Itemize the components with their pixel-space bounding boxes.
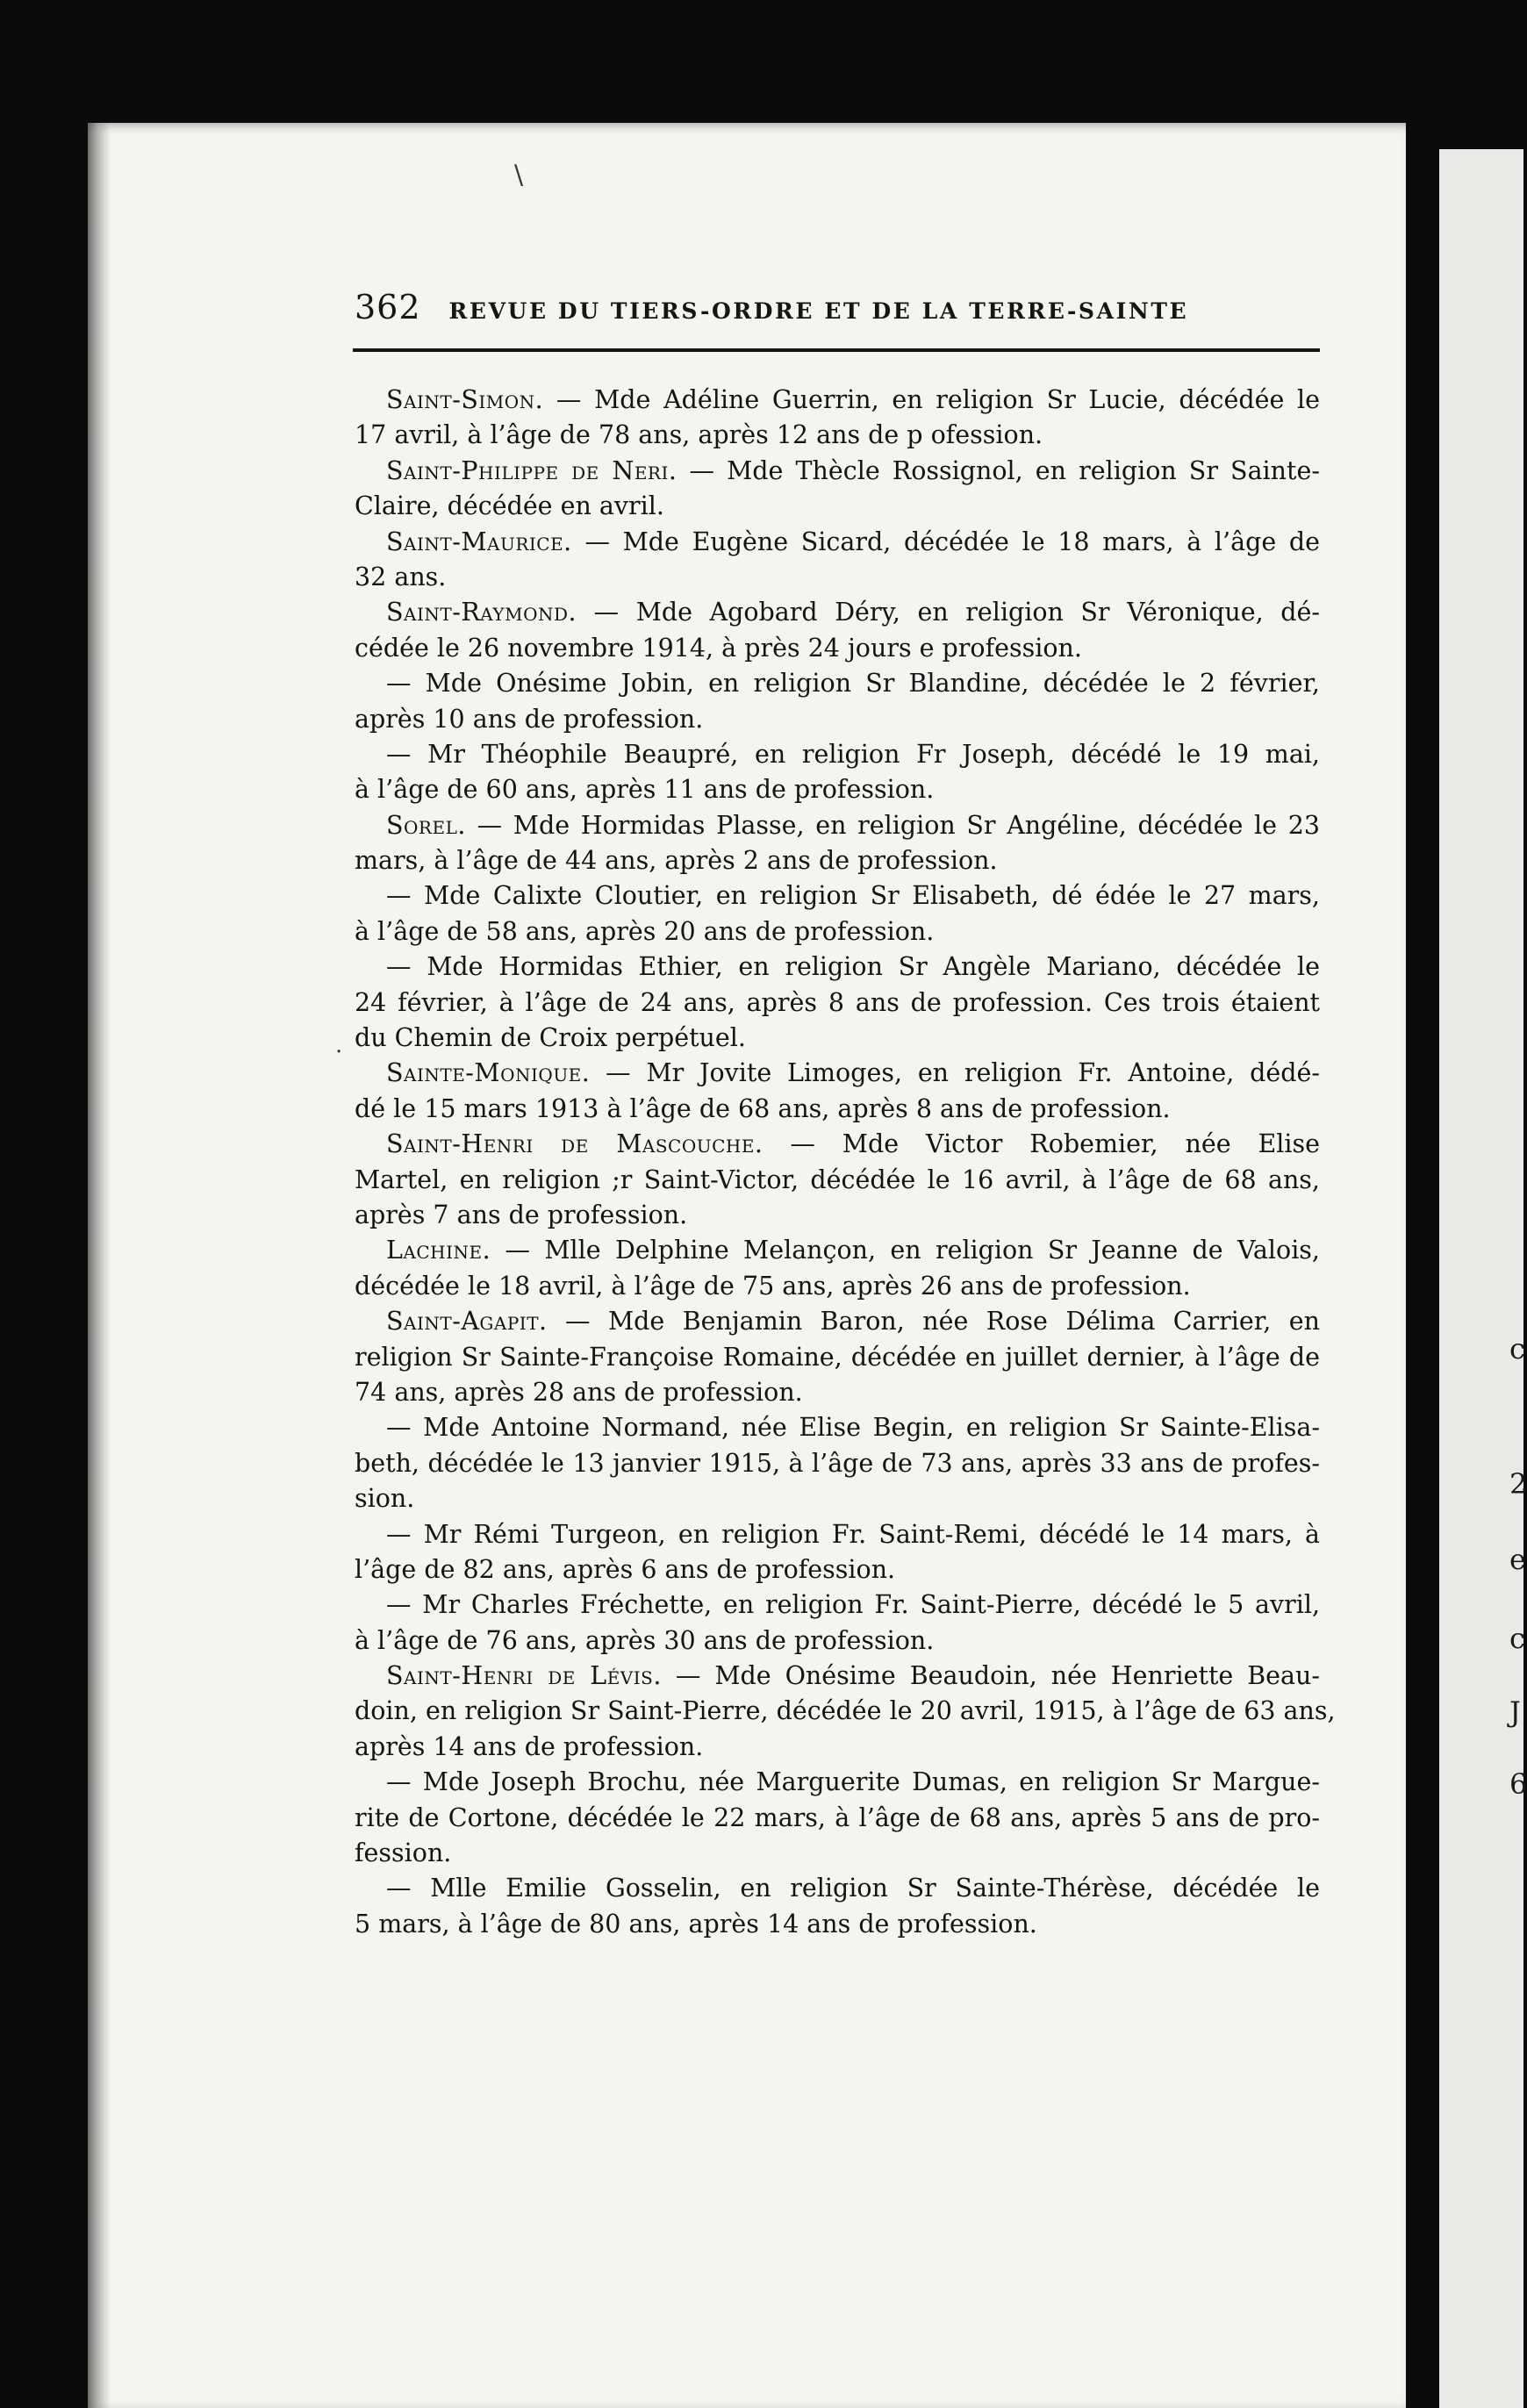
obituary-text: cédée le 26 novembre 1914, à près 24 jours e profession. — [355, 633, 1082, 663]
obituary-text: 24 février, à l’âge de 24 ans, après 8 ans de profession. Ces trois étaient — [355, 987, 1320, 1017]
text-line — [355, 1517, 1320, 1552]
text-line — [355, 1233, 1320, 1268]
obituary-entry — [355, 878, 1320, 950]
parish-name: Sorel. — [386, 810, 466, 840]
text-line — [355, 914, 1320, 950]
facing-page-letter: c — [1509, 1332, 1525, 1365]
text-line — [355, 595, 1320, 630]
obituary-text: après 7 ans de profession. — [355, 1200, 688, 1229]
facing-page-letter: e — [1509, 1543, 1526, 1576]
text-line — [355, 772, 1320, 807]
obituary-entry — [355, 1871, 1320, 1942]
text-line — [355, 1375, 1320, 1410]
text-line — [355, 1127, 1320, 1162]
facing-page-letter: 6 — [1509, 1767, 1527, 1801]
text-line — [355, 525, 1320, 560]
page-header — [355, 288, 1232, 332]
header-rule — [353, 348, 1320, 352]
obituary-text: — Mde Onésime Beaudoin, née Henriette Beau- — [661, 1661, 1320, 1691]
text-line — [355, 1092, 1320, 1127]
obituary-text: — Mde Onésime Jobin, en religion Sr Blandine, décédée le 2 février, — [386, 669, 1320, 699]
obituary-text: sion. — [355, 1484, 415, 1514]
obituary-text: — Mde Hormidas Ethier, en religion Sr Angèle Mariano, décédée le — [386, 952, 1320, 982]
obituary-entry — [355, 454, 1320, 525]
text-line — [355, 1907, 1320, 1942]
text-line — [355, 808, 1320, 843]
obituary-text: — Mde Calixte Cloutier, en religion Sr Elisabeth, dé édée le 27 mars, — [386, 881, 1320, 911]
obituary-text: 74 ans, après 28 ans de profession. — [355, 1377, 803, 1407]
parish-name: Saint-Simon. — [386, 385, 544, 414]
obituary-text: — Mlle Delphine Melançon, en religion Sr Jeanne de Valois, — [491, 1236, 1320, 1265]
obituary-text: — Mde Agobard Déry, en religion Sr Véronique, dé- — [577, 598, 1320, 627]
obituary-entry — [355, 737, 1320, 808]
text-line — [355, 1269, 1320, 1304]
page-gutter-shadow — [88, 123, 111, 2408]
obituary-text: Martel, en religion ;r Saint-Victor, décédée le 16 avril, à l’âge de 68 ans, — [355, 1165, 1320, 1194]
obituary-text: 5 mars, à l’âge de 80 ans, après 14 ans de profession. — [355, 1909, 1037, 1939]
obituary-text: décédée le 18 avril, à l’âge de 75 ans, après 26 ans de profession. — [355, 1271, 1191, 1301]
text-line — [355, 560, 1320, 595]
obituary-text: dé le 15 mars 1913 à l’âge de 68 ans, après 8 ans de profession. — [355, 1093, 1171, 1123]
obituary-text: — Mlle Emilie Gosselin, en religion Sr Sainte-Thérèse, décédée le — [386, 1874, 1320, 1903]
text-line — [355, 1198, 1320, 1233]
text-line — [355, 383, 1320, 418]
obituary-text: fession. — [355, 1838, 452, 1868]
obituary-entry — [355, 1587, 1320, 1659]
text-line — [355, 1552, 1320, 1587]
obituary-entry — [355, 1659, 1336, 1765]
text-line — [355, 1659, 1320, 1694]
text-line — [355, 1694, 1336, 1729]
text-line — [355, 1163, 1320, 1198]
facing-page-letter: J — [1509, 1695, 1521, 1729]
obituary-text: rite de Cortone, décédée le 22 mars, à l’âge de 68 ans, après 5 ans de pro- — [355, 1802, 1320, 1832]
running-title: REVUE DU TIERS-ORDRE ET DE LA TERRE-SAINTE — [448, 298, 1189, 324]
text-line — [355, 666, 1320, 701]
obituary-entry — [355, 1304, 1320, 1410]
parish-name: Lachine. — [386, 1236, 491, 1265]
text-line — [355, 1730, 1320, 1765]
text-line — [355, 418, 1320, 453]
obituary-text: Claire, décédée en avril. — [355, 491, 664, 521]
text-line — [355, 1340, 1320, 1375]
obituary-text: — Mr Théophile Beaupré, en religion Fr Joseph, décédé le 19 mai, — [386, 739, 1320, 769]
obituary-text: — Mde Thècle Rossignol, en religion Sr Sainte- — [677, 455, 1320, 485]
obituary-entry — [355, 950, 1320, 1056]
text-line — [355, 1410, 1320, 1445]
obituary-text: — Mde Hormidas Plasse, en religion Sr Angéline, décédée le 23 — [465, 810, 1320, 840]
obituary-text: — Mde Joseph Brochu, née Marguerite Dumas, en religion Sr Margue- — [386, 1767, 1320, 1797]
obituary-entry — [355, 383, 1320, 454]
parish-name: Saint-Raymond. — [386, 598, 577, 627]
obituary-entry — [355, 1056, 1320, 1127]
text-line — [355, 985, 1320, 1021]
text-line — [355, 737, 1320, 772]
text-line — [355, 1801, 1320, 1836]
text-line — [355, 454, 1320, 489]
text-line — [355, 1587, 1320, 1623]
obituary-text: beth, décédée le 13 janvier 1915, à l’âge de 73 ans, après 33 ans de profes- — [355, 1448, 1320, 1478]
obituary-text: — Mde Adéline Guerrin, en religion Sr Lucie, décédée le — [543, 385, 1320, 414]
text-line — [355, 702, 1320, 737]
text-line — [355, 843, 1320, 878]
text-line — [355, 1304, 1320, 1339]
facing-page-letter: c — [1509, 1622, 1525, 1655]
obituary-text: — Mde Eugène Sicard, décédée le 18 mars, à l’âge de — [571, 527, 1320, 556]
text-line — [355, 950, 1320, 985]
parish-name: Sainte-Monique. — [386, 1058, 591, 1088]
obituary-text: du Chemin de Croix perpétuel. — [355, 1023, 746, 1053]
obituary-text: mars, à l’âge de 44 ans, après 2 ans de profession. — [355, 846, 998, 876]
obituary-text: à l’âge de 76 ans, après 30 ans de profession. — [355, 1625, 935, 1655]
obituary-entry — [355, 1765, 1320, 1871]
page-number: 362 — [355, 288, 421, 326]
text-line — [355, 1481, 1320, 1516]
obituary-text: — Mr Charles Fréchette, en religion Fr. Saint-Pierre, décédé le 5 avril, — [386, 1590, 1320, 1620]
parish-name: Saint-Philippe de Neri. — [386, 455, 677, 485]
obituary-text: — Mde Antoine Normand, née Elise Begin, en religion Sr Sainte-Elisa- — [386, 1413, 1320, 1443]
parish-name: Saint-Henri de Lévis. — [386, 1661, 662, 1691]
parish-name: Saint-Agapit. — [386, 1307, 548, 1337]
obituary-text: après 10 ans de profession. — [355, 704, 704, 734]
obituary-text: l’âge de 82 ans, après 6 ans de profession. — [355, 1554, 896, 1584]
paper-speck: · — [335, 1039, 343, 1065]
obituary-list — [355, 383, 1336, 1942]
obituary-entry — [355, 666, 1320, 737]
parish-name: Saint-Henri de Mascouche. — [386, 1129, 764, 1159]
text-line — [355, 1871, 1320, 1906]
obituary-text: religion Sr Sainte-Françoise Romaine, décédée en juillet dernier, à l’âge de — [355, 1342, 1320, 1372]
obituary-entry — [355, 1127, 1320, 1233]
text-line — [355, 1623, 1320, 1659]
obituary-entry — [355, 525, 1320, 596]
obituary-text: — Mde Benjamin Baron, née Rose Délima Carrier, en — [547, 1307, 1320, 1337]
obituary-text: doin, en religion Sr Saint-Pierre, décédée le 20 avril, 1915, à l’âge de 63 ans, — [355, 1696, 1336, 1726]
obituary-text: à l’âge de 58 ans, après 20 ans de profession. — [355, 916, 935, 946]
obituary-text: — Mr Jovite Limoges, en religion Fr. Antoine, dédé- — [590, 1058, 1320, 1088]
paper-speck: \ — [514, 160, 524, 190]
text-line — [355, 631, 1320, 666]
obituary-text: — Mr Rémi Turgeon, en religion Fr. Saint-Remi, décédé le 14 mars, à — [386, 1519, 1320, 1549]
parish-name: Saint-Maurice. — [386, 527, 572, 556]
facing-page-letter: 2 — [1509, 1467, 1527, 1501]
text-line — [355, 489, 1320, 524]
obituary-entry — [355, 1517, 1320, 1588]
obituary-text: à l’âge de 60 ans, après 11 ans de profession. — [355, 775, 935, 805]
text-line — [355, 1446, 1320, 1481]
text-line — [355, 1056, 1320, 1091]
facing-page-edge — [1439, 149, 1523, 2408]
text-line — [355, 1765, 1320, 1800]
obituary-text: 32 ans. — [355, 562, 447, 591]
obituary-text: — Mde Victor Robemier, née Elise — [763, 1129, 1320, 1159]
obituary-entry — [355, 595, 1320, 666]
obituary-text: après 14 ans de profession. — [355, 1731, 704, 1761]
text-line — [355, 878, 1320, 914]
obituary-text: 17 avril, à l’âge de 78 ans, après 12 ans de p ofession. — [355, 420, 1043, 450]
text-line — [355, 1021, 1320, 1056]
obituary-entry — [355, 808, 1320, 879]
obituary-entry — [355, 1233, 1320, 1304]
text-line — [355, 1836, 1320, 1871]
obituary-entry — [355, 1410, 1320, 1516]
